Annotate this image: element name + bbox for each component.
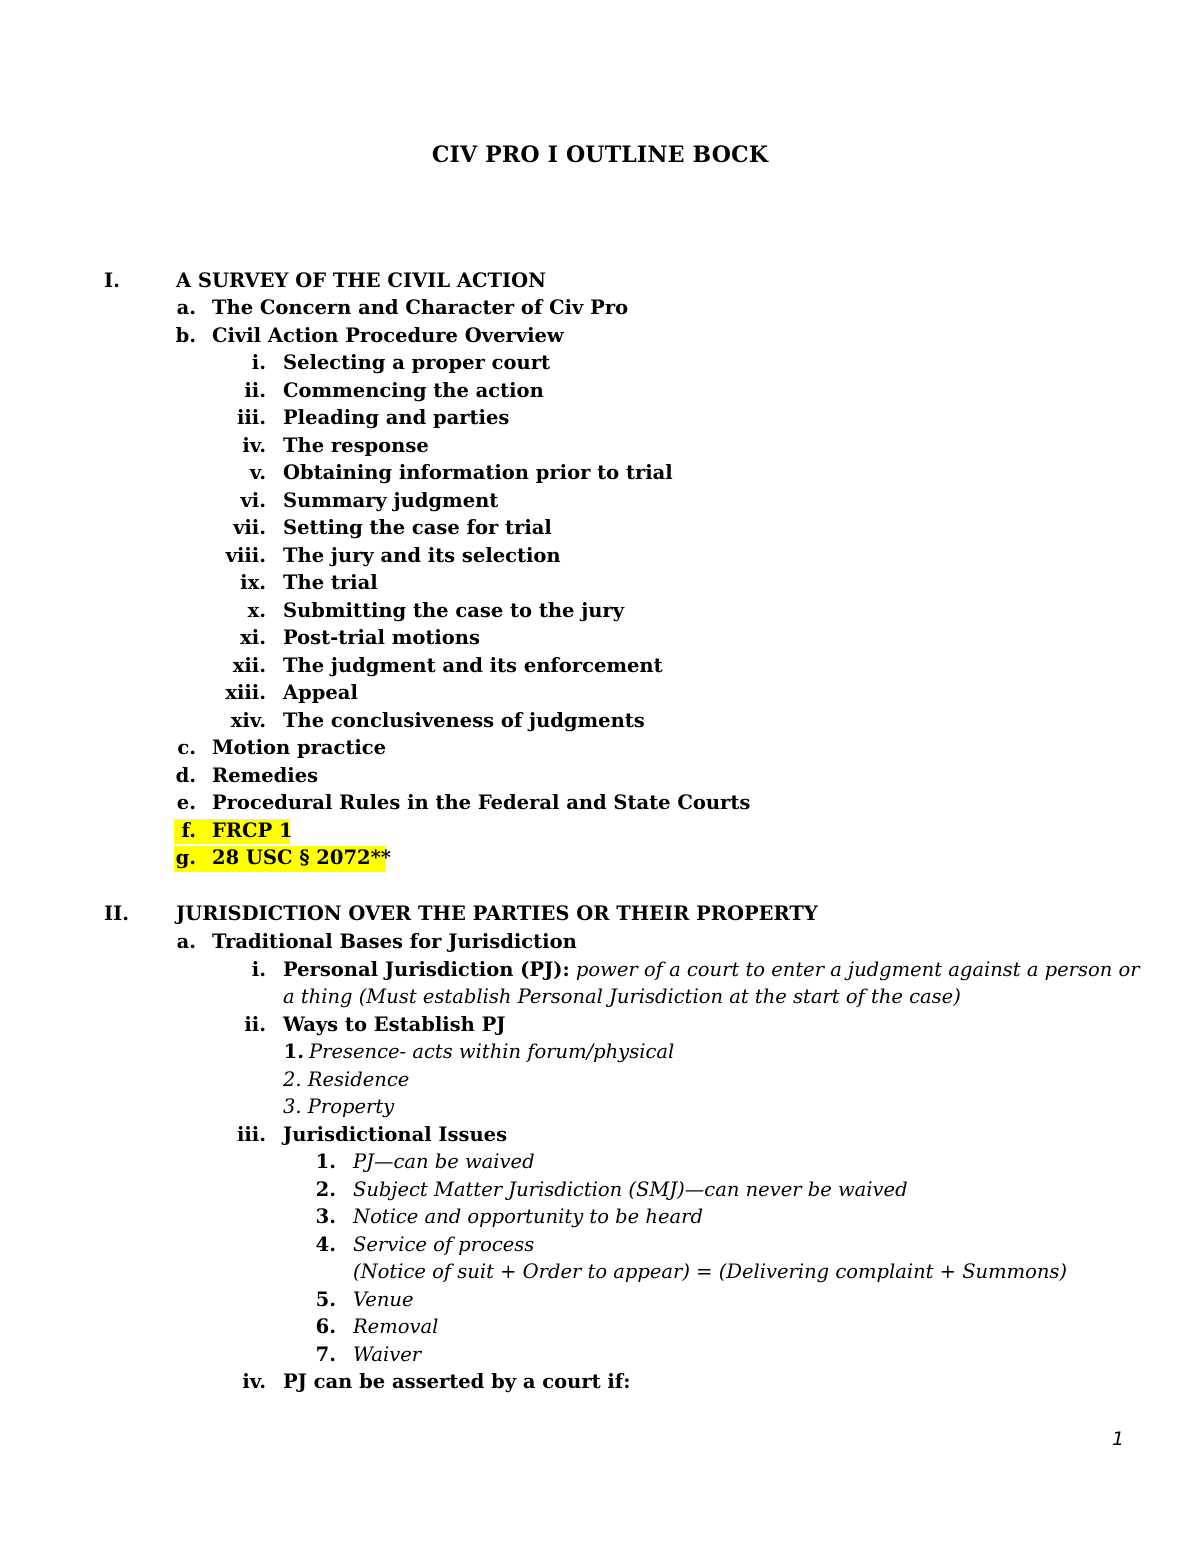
section-number: I. [104, 269, 120, 292]
document-page: CIV PRO I OUTLINE BOCK I. A SURVEY OF THE CIVIL ACTION a. The Concern and Character of Civ Pro b. Civil Action Procedure Overview i. Selecting a proper court ii. Commencing the action iii. Pleading and parties iv. The response v. Obtaining information prior to trial vi. Summary judgment vii. Setting the case for trial viii. The jury and its selection ix. The trial x. Submitting the case to the jury xi. Post-trial motions xii. The judgment and its enforcement xiii. Appeal xiv. The conclusiveness of judgments c. Motion practice d. Remedies e. Procedural Rules in the Federal and State Courts f. FRCP 1 g. 28 USC § 2072** II. JURISDICTION OVER THE PARTIES OR THEIR PROPERTY a. Traditional Bases for Jurisdiction i. Personal Jurisdiction (PJ): power of a court to enter a judgment against a person or a thing (Must establish Personal Jurisdiction at the start of the case) ii. Ways to Establish PJ 1. Presence- acts within forum/physical 2. Residence 3. Property iii. Jurisdictional Issues 1. PJ—can be waived 2. Subject Matter Jurisdiction (SMJ)—can never be waived 3. Notice and opportunity to be heard 4. Service of process (Notice of suit + Order to appear) = (Delivering complaint + Summons) 5. Venue 6. Removal 7. Waiver iv. PJ can be asserted by a court if: 1 [0, 0, 1200, 1553]
page-title: CIV PRO I OUTLINE BOCK [431, 142, 769, 168]
section-title: JURISDICTION OVER THE PARTIES OR THEIR PROPERTY [176, 902, 818, 925]
section-title: A SURVEY OF THE CIVIL ACTION [176, 269, 546, 292]
section-number: II. [104, 902, 130, 925]
page-number: 1 [1112, 1428, 1125, 1450]
